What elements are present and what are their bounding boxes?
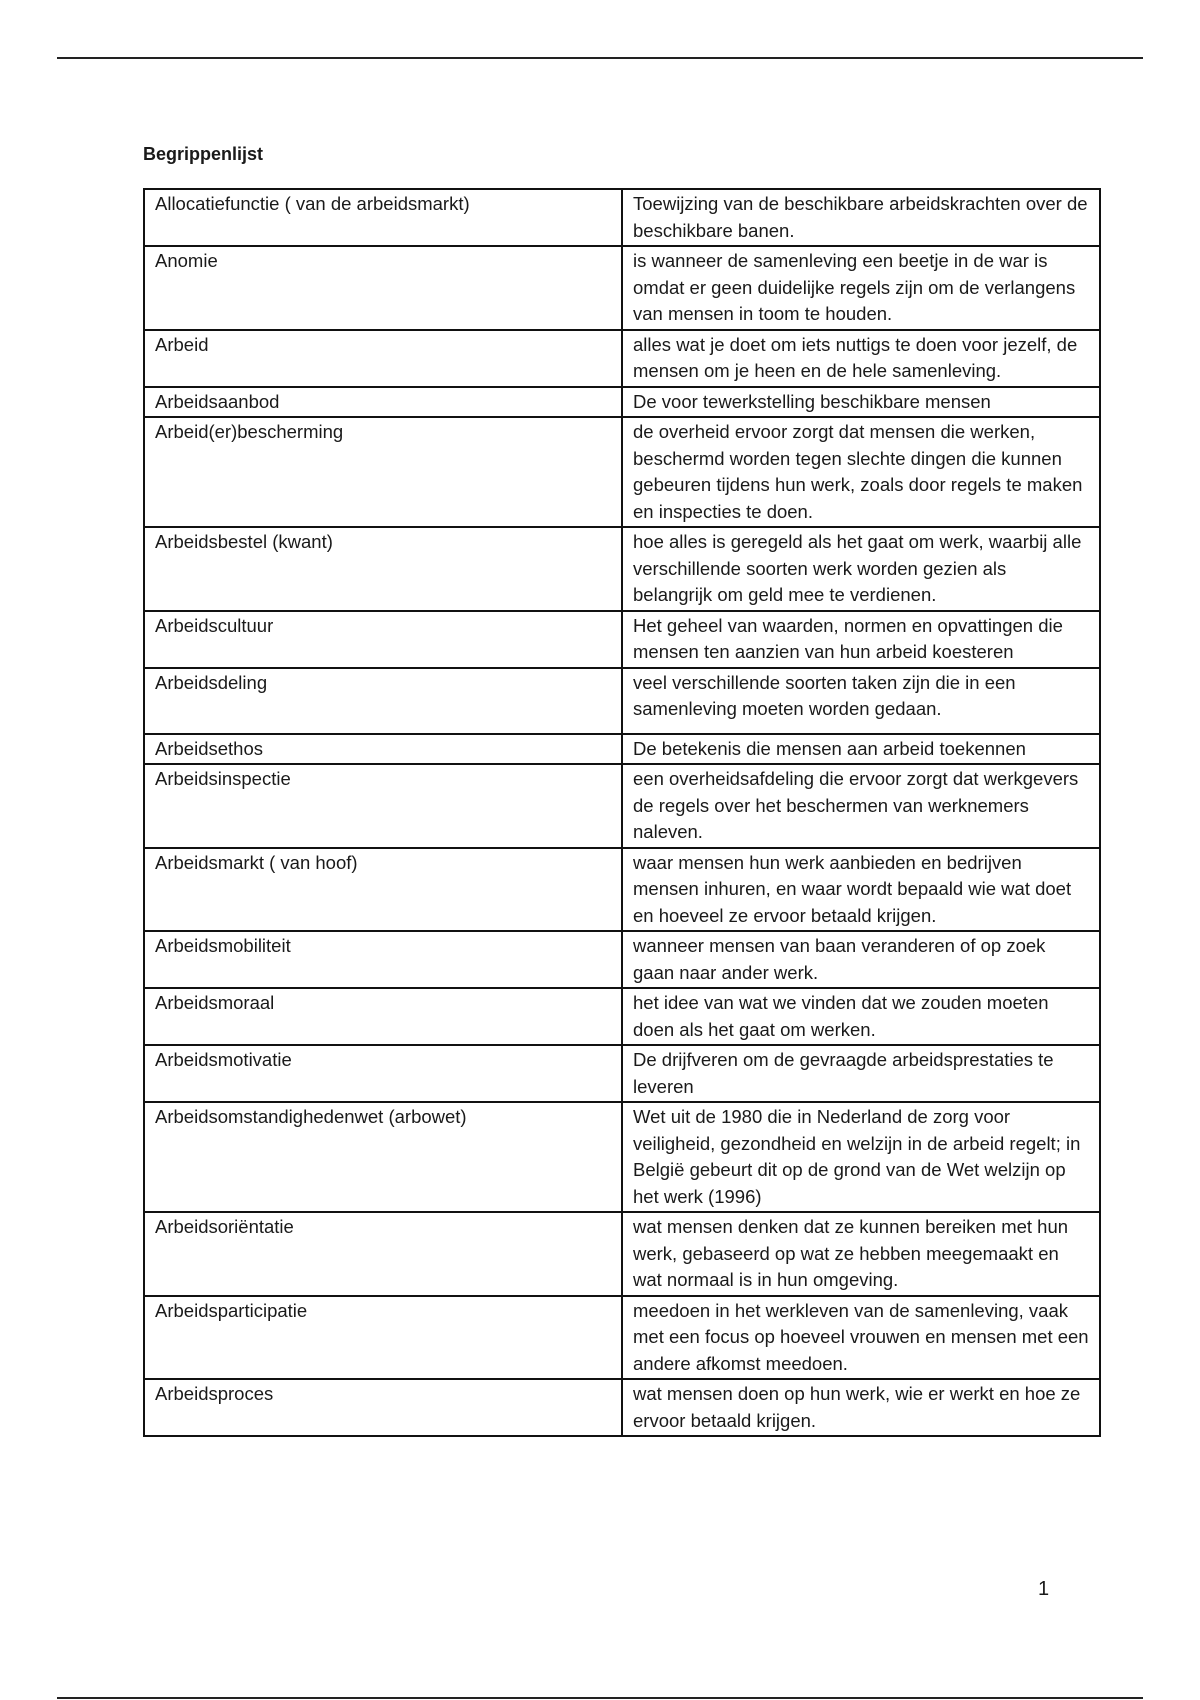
glossary-definition: meedoen in het werkleven van de samenleving, vaak met een focus op hoeveel vrouwen en mensen met een andere afkomst meedoen. bbox=[622, 1296, 1100, 1380]
glossary-term: Allocatiefunctie ( van de arbeidsmarkt) bbox=[144, 189, 622, 246]
glossary-row bbox=[144, 848, 1100, 932]
glossary-term: Arbeidscultuur bbox=[144, 611, 622, 668]
glossary-term: Arbeidsmarkt ( van hoof) bbox=[144, 848, 622, 932]
glossary-definition: veel verschillende soorten taken zijn die in een samenleving moeten worden gedaan. bbox=[622, 668, 1100, 734]
glossary-row bbox=[144, 387, 1100, 418]
glossary-row bbox=[144, 734, 1100, 765]
glossary-row bbox=[144, 931, 1100, 988]
glossary-row bbox=[144, 330, 1100, 387]
glossary-definition: Wet uit de 1980 die in Nederland de zorg voor veiligheid, gezondheid en welzijn in de arbeid regelt; in België gebeurt dit op de grond van de Wet welzijn op het werk (1996) bbox=[622, 1102, 1100, 1212]
glossary-term: Arbeidsproces bbox=[144, 1379, 622, 1436]
glossary-term: Arbeidsparticipatie bbox=[144, 1296, 622, 1380]
glossary-definition: is wanneer de samenleving een beetje in de war is omdat er geen duidelijke regels zijn om de verlangens van mensen in toom te houden. bbox=[622, 246, 1100, 330]
glossary-term: Arbeidsomstandighedenwet (arbowet) bbox=[144, 1102, 622, 1212]
glossary-definition: hoe alles is geregeld als het gaat om werk, waarbij alle verschillende soorten werk worden gezien als belangrijk om geld mee te verdienen. bbox=[622, 527, 1100, 611]
glossary-definition: De betekenis die mensen aan arbeid toekennen bbox=[622, 734, 1100, 765]
glossary-body bbox=[144, 189, 1100, 1436]
glossary-row bbox=[144, 1379, 1100, 1436]
glossary-term: Arbeidsaanbod bbox=[144, 387, 622, 418]
glossary-definition: Het geheel van waarden, normen en opvattingen die mensen ten aanzien van hun arbeid koesteren bbox=[622, 611, 1100, 668]
page-number: 1 bbox=[1038, 1578, 1050, 1600]
glossary-term: Arbeidsmobiliteit bbox=[144, 931, 622, 988]
glossary-row bbox=[144, 1045, 1100, 1102]
footer-rule bbox=[57, 1697, 1143, 1699]
glossary-term: Arbeidsbestel (kwant) bbox=[144, 527, 622, 611]
glossary-definition: een overheidsafdeling die ervoor zorgt dat werkgevers de regels over het beschermen van werknemers naleven. bbox=[622, 764, 1100, 848]
glossary-term: Arbeid bbox=[144, 330, 622, 387]
glossary-definition: De voor tewerkstelling beschikbare mensen bbox=[622, 387, 1100, 418]
glossary-definition: waar mensen hun werk aanbieden en bedrijven mensen inhuren, en waar wordt bepaald wie wat doet en hoeveel ze ervoor betaald krijgen. bbox=[622, 848, 1100, 932]
glossary-row bbox=[144, 417, 1100, 527]
glossary-definition: het idee van wat we vinden dat we zouden moeten doen als het gaat om werken. bbox=[622, 988, 1100, 1045]
header-rule bbox=[57, 57, 1143, 59]
glossary-definition: wat mensen denken dat ze kunnen bereiken met hun werk, gebaseerd op wat ze hebben meegemaakt en wat normaal is in hun omgeving. bbox=[622, 1212, 1100, 1296]
glossary-table bbox=[143, 188, 1101, 1437]
glossary-definition: alles wat je doet om iets nuttigs te doen voor jezelf, de mensen om je heen en de hele samenleving. bbox=[622, 330, 1100, 387]
glossary-row bbox=[144, 527, 1100, 611]
glossary-definition: wat mensen doen op hun werk, wie er werkt en hoe ze ervoor betaald krijgen. bbox=[622, 1379, 1100, 1436]
glossary-term: Arbeidsoriëntatie bbox=[144, 1212, 622, 1296]
glossary-definition: wanneer mensen van baan veranderen of op zoek gaan naar ander werk. bbox=[622, 931, 1100, 988]
glossary-term: Arbeidsmotivatie bbox=[144, 1045, 622, 1102]
glossary-row bbox=[144, 611, 1100, 668]
glossary-term: Arbeidsethos bbox=[144, 734, 622, 765]
glossary-row bbox=[144, 1296, 1100, 1380]
glossary-row bbox=[144, 1212, 1100, 1296]
glossary-definition: De drijfveren om de gevraagde arbeidsprestaties te leveren bbox=[622, 1045, 1100, 1102]
glossary-term: Arbeidsinspectie bbox=[144, 764, 622, 848]
glossary-row bbox=[144, 246, 1100, 330]
glossary-row bbox=[144, 1102, 1100, 1212]
glossary-row bbox=[144, 988, 1100, 1045]
glossary-definition: Toewijzing van de beschikbare arbeidskrachten over de beschikbare banen. bbox=[622, 189, 1100, 246]
glossary-definition: de overheid ervoor zorgt dat mensen die werken, beschermd worden tegen slechte dingen die kunnen gebeuren tijdens hun werk, zoals door regels te maken en inspecties te doen. bbox=[622, 417, 1100, 527]
glossary-term: Arbeidsmoraal bbox=[144, 988, 622, 1045]
glossary-term: Arbeidsdeling bbox=[144, 668, 622, 734]
glossary-row bbox=[144, 764, 1100, 848]
page-title: Begrippenlijst bbox=[143, 144, 264, 164]
glossary-row bbox=[144, 668, 1100, 734]
glossary-term: Anomie bbox=[144, 246, 622, 330]
glossary-row bbox=[144, 189, 1100, 246]
glossary-term: Arbeid(er)bescherming bbox=[144, 417, 622, 527]
